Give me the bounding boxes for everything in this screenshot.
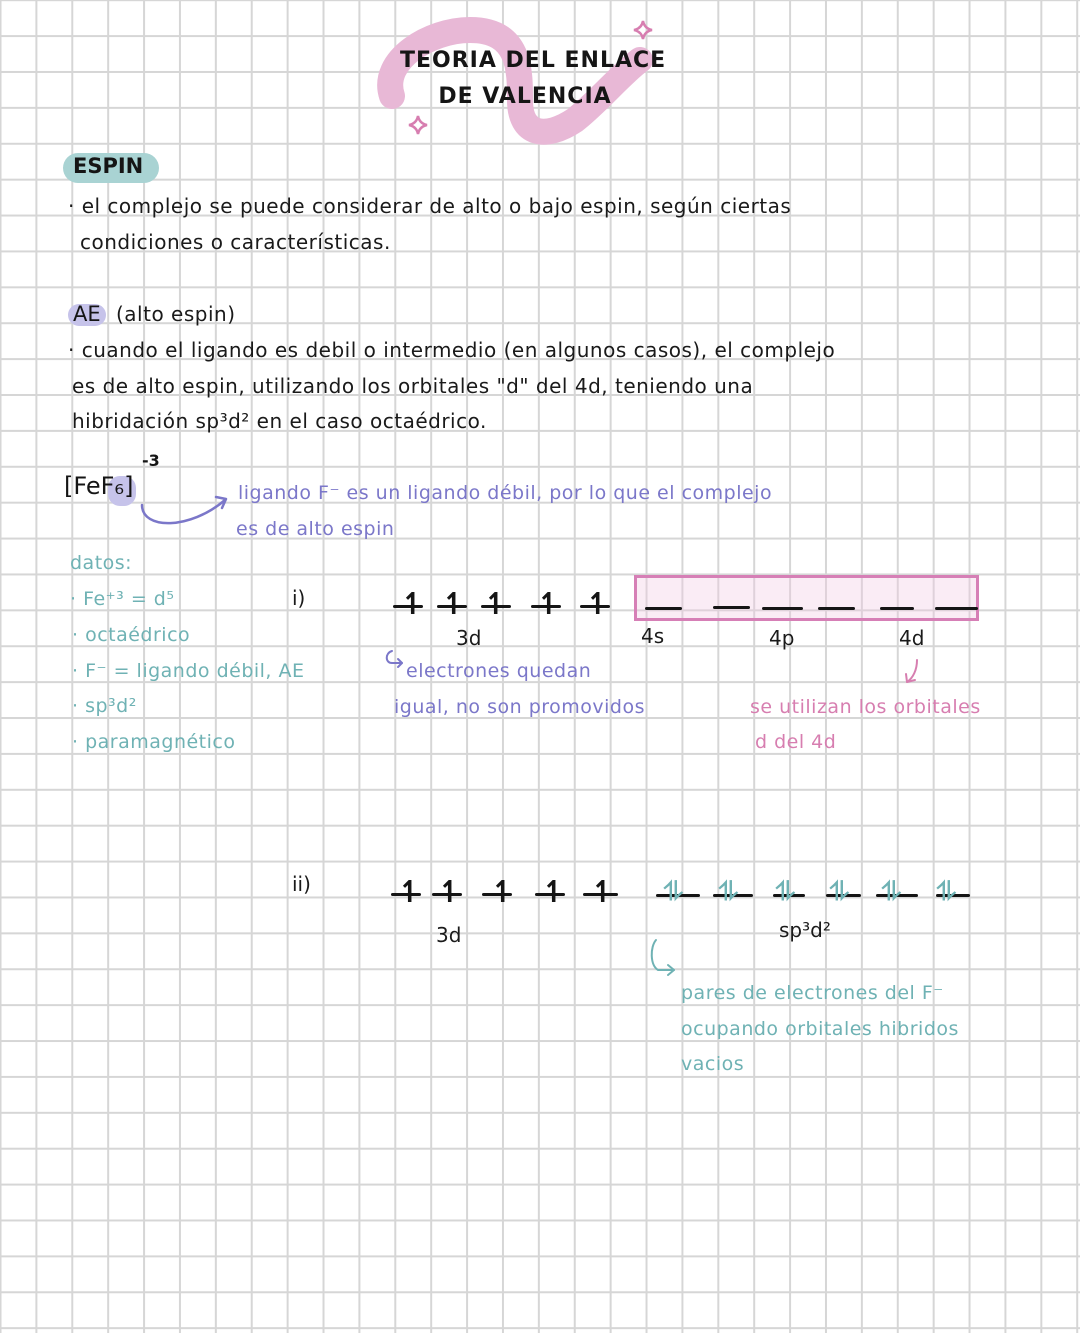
- orbital-label-4d: 4d: [899, 626, 925, 650]
- sparkle-icon: [409, 116, 427, 134]
- electron-pair-icon: ⥮: [882, 877, 898, 907]
- orbital-4d-line: [935, 607, 978, 610]
- datos-item: · sp³d²: [72, 695, 137, 717]
- empty-orbitals-box: [634, 575, 979, 621]
- page-title-line2: DE VALENCIA: [438, 84, 612, 109]
- espin-text-line2: condiciones o características.: [80, 230, 391, 254]
- orbital-4s-line: [645, 607, 682, 610]
- electron-up-icon: ↿: [437, 875, 463, 910]
- hook-arrow-icon: [648, 937, 680, 977]
- section-heading-ae-subtitle: (alto espin): [116, 302, 236, 326]
- formula-metal: [Fe: [64, 472, 101, 500]
- hook-arrow-icon: [382, 648, 406, 672]
- complex-charge: -3: [142, 451, 160, 470]
- electron-pair-icon: ⥮: [830, 877, 846, 907]
- ligand-note-line2: es de alto espin: [236, 518, 395, 540]
- note-4d-line1: se utilizan los orbitales: [750, 696, 981, 718]
- electron-up-icon: ↿: [400, 587, 426, 622]
- pairs-note-line2: ocupando orbitales hibridos: [681, 1018, 959, 1040]
- electron-up-icon: ↿: [397, 875, 423, 910]
- pairs-note-line1: pares de electrones del F⁻: [681, 982, 944, 1004]
- note-3d-line1: electrones quedan: [406, 660, 592, 682]
- orbital-label-3d: 3d: [456, 626, 482, 650]
- datos-item: · Fe⁺³ = d⁵: [70, 588, 175, 610]
- datos-heading: datos:: [70, 552, 133, 574]
- ae-text-line1: · cuando el ligando es debil o intermedio (en algunos casos), el complejo: [68, 338, 836, 362]
- pink-swoosh-icon: [390, 30, 667, 132]
- formula-ligand: F₆: [100, 472, 125, 500]
- down-arrow-icon: [901, 658, 923, 686]
- section-heading-espin: ESPIN: [73, 154, 144, 178]
- diagram-ii-label: ii): [292, 872, 311, 896]
- curved-arrow-icon: [130, 485, 240, 535]
- complex-formula: [64, 472, 133, 500]
- electron-up-icon: ↿: [490, 875, 516, 910]
- sparkle-icon: [634, 21, 652, 39]
- ae-text-line2: es de alto espin, utilizando los orbitales "d" del 4d, teniendo una: [72, 374, 754, 398]
- page-title-line1: TEORIA DEL ENLACE: [400, 48, 667, 73]
- ae-text-line3: hibridación sp³d² en el caso octaédrico.: [72, 409, 487, 433]
- datos-item: · F⁻ = ligando débil, AE: [72, 660, 305, 682]
- orbital-4p-line: [713, 606, 750, 609]
- electron-up-icon: ↿: [441, 587, 467, 622]
- datos-item: · paramagnético: [72, 731, 236, 753]
- ligand-note-line1: ligando F⁻ es un ligando débil, por lo que el complejo: [238, 482, 773, 504]
- orbital-label-3d-ii: 3d: [436, 923, 462, 947]
- formula-bracket: ]: [124, 472, 134, 500]
- section-heading-ae: AE: [73, 302, 101, 326]
- electron-pair-icon: ⥮: [776, 877, 792, 907]
- electron-pair-icon: ⥮: [937, 877, 953, 907]
- electron-up-icon: ↿: [541, 875, 567, 910]
- electron-up-icon: ↿: [585, 587, 611, 622]
- electron-pair-icon: ⥮: [719, 877, 735, 907]
- orbital-4d-line: [880, 607, 914, 610]
- note-3d-line2: igual, no son promovidos: [394, 696, 646, 718]
- electron-up-icon: ↿: [590, 875, 616, 910]
- electron-up-icon: ↿: [536, 587, 562, 622]
- orbital-4p-line: [762, 607, 803, 610]
- diagram-i-label: i): [292, 586, 306, 610]
- note-4d-line2: d del 4d: [755, 731, 837, 753]
- electron-up-icon: ↿: [483, 587, 509, 622]
- electron-pair-icon: ⥮: [664, 877, 680, 907]
- hybrid-label: sp³d²: [779, 918, 831, 942]
- orbital-4p-line: [818, 607, 855, 610]
- orbital-label-4s: 4s: [641, 624, 665, 648]
- orbital-label-4p: 4p: [769, 626, 795, 650]
- pairs-note-line3: vacios: [681, 1053, 745, 1075]
- title-swoosh-decoration: [0, 0, 1080, 160]
- datos-item: · octaédrico: [72, 624, 191, 646]
- espin-text-line1: · el complejo se puede considerar de alto o bajo espin, según ciertas: [68, 194, 792, 218]
